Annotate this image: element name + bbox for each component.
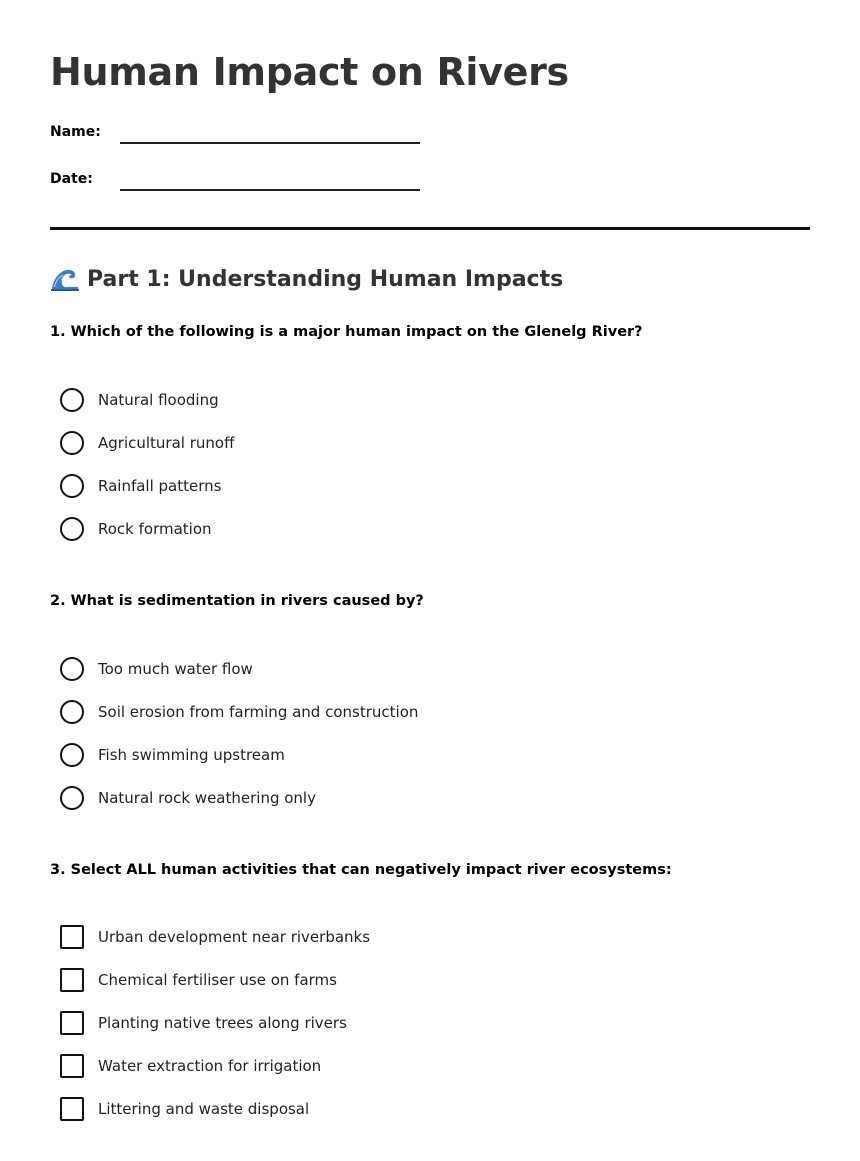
option-label: Rainfall patterns [98,477,222,495]
q1-option-agricultural-runoff[interactable] [60,430,234,456]
date-field [50,165,450,195]
date-label: Date: [50,171,93,187]
q2-option-rock-weathering[interactable] [60,785,316,811]
question-1: 1. Which of the following is a major human impact on the Glenelg River? [50,324,643,340]
question-2: 2. What is sedimentation in rivers caused by? [50,593,424,609]
q2-option-too-much-water-flow[interactable] [60,656,253,682]
checkbox[interactable] [60,1097,84,1121]
option-label: Natural flooding [98,391,219,409]
option-label: Fish swimming upstream [98,746,285,764]
checkbox[interactable] [60,925,84,949]
radio-button[interactable] [60,786,84,810]
option-label: Water extraction for irrigation [98,1057,322,1075]
option-label: Chemical fertiliser use on farms [98,971,337,989]
name-label: Name: [50,124,101,140]
option-label: Natural rock weathering only [98,789,316,807]
header-divider [50,227,810,230]
q2-option-fish-swimming[interactable] [60,742,285,768]
radio-button[interactable] [60,700,84,724]
part1-title: Part 1: Understanding Human Impacts [87,266,564,292]
wave-icon [50,266,80,292]
radio-button[interactable] [60,388,84,412]
worksheet-title: Human Impact on Rivers [50,50,569,94]
option-label: Too much water flow [98,660,253,678]
part1-heading [50,266,563,292]
option-label: Planting native trees along rivers [98,1014,347,1032]
checkbox[interactable] [60,1011,84,1035]
radio-button[interactable] [60,431,84,455]
q3-option-littering[interactable] [60,1096,309,1122]
checkbox[interactable] [60,1054,84,1078]
q3-option-chemical-fertiliser[interactable] [60,967,337,993]
name-input-line[interactable] [120,142,420,144]
radio-button[interactable] [60,474,84,498]
option-label: Soil erosion from farming and construction [98,703,419,721]
name-field [50,118,450,148]
option-label: Rock formation [98,520,212,538]
option-label: Littering and waste disposal [98,1100,310,1118]
radio-button[interactable] [60,657,84,681]
q1-option-natural-flooding[interactable] [60,387,219,413]
date-input-line[interactable] [120,189,420,191]
question-3: 3. Select ALL human activities that can negatively impact river ecosystems: [50,862,672,878]
q3-option-water-extraction[interactable] [60,1053,321,1079]
option-label: Urban development near riverbanks [98,928,371,946]
q2-option-soil-erosion[interactable] [60,699,418,725]
q3-option-planting-native-trees[interactable] [60,1010,347,1036]
q3-option-urban-development[interactable] [60,924,370,950]
radio-button[interactable] [60,517,84,541]
radio-button[interactable] [60,743,84,767]
q1-option-rainfall-patterns[interactable] [60,473,221,499]
q1-option-rock-formation[interactable] [60,516,212,542]
checkbox[interactable] [60,968,84,992]
option-label: Agricultural runoff [98,434,235,452]
